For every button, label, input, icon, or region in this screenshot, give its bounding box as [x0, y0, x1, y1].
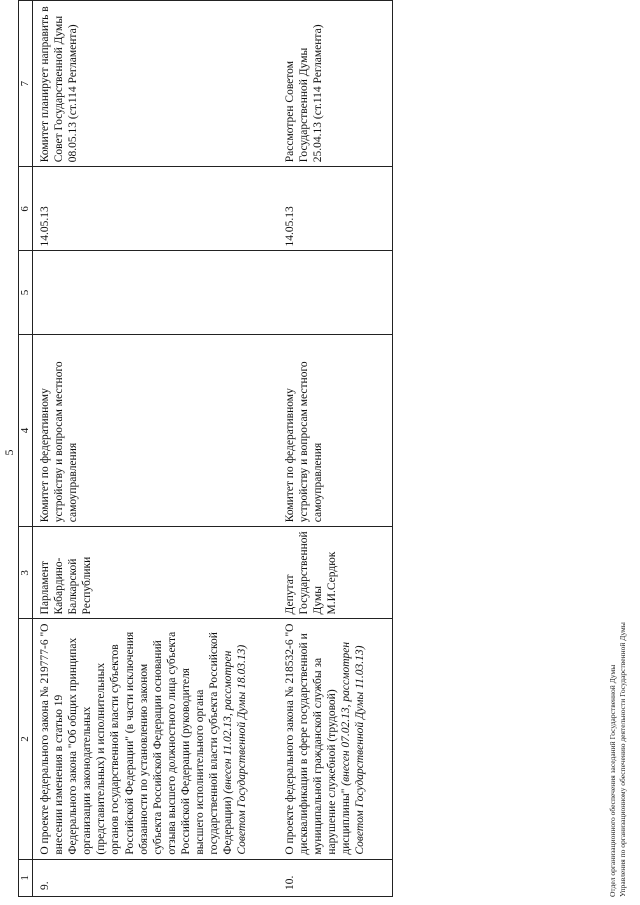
page-number: 5: [2, 449, 16, 456]
footer-note: [608, 622, 628, 897]
column-header-1: 1: [19, 859, 33, 896]
table-row: [33, 1, 278, 897]
column-5-cell: [278, 251, 393, 334]
bill-description-text: О проекте федерального закона № 219777-6 "О внесении изменения в статью 19 Федерального закона "Об общих принципах организации законодательных (представительных) и исполнительных органов государственной власти субъектов Российской Федерации" (в части исключения обязанности по установлению законом субъекта Российской Федерации оснований отзыва высшего должностного лица субъекта Российской Федерации (руководителя высшего исполнительного органа государственной власти субъекта Российской Федерации): [39, 623, 234, 855]
bill-initiator: Парламент Кабардино-Балкарской Республики: [33, 527, 278, 619]
bill-description-text: О проекте федерального закона № 218532-6 "О дисквалификации в сфере государственной и муниципальной гражданской службы за нарушение служебной (трудовой) дисциплины": [283, 623, 352, 855]
column-header-row: [19, 1, 33, 897]
row-number: 10.: [278, 859, 393, 896]
table-row: [278, 1, 393, 897]
bill-date: 14.05.13: [278, 167, 393, 251]
footer-line-department: Отдел организационного обеспечения заседаний Государственной Думы: [608, 664, 617, 897]
column-5-cell: [33, 251, 278, 334]
bill-description: [33, 619, 278, 859]
bill-submission-note: (внесен 11.02.13, рассмотрен Советом Государственной Думы 18.03.13): [221, 644, 248, 855]
bill-status: Комитет планирует направить в Совет Государственной Думы 08.05.13 (ст.114 Регламента): [33, 1, 278, 167]
bill-submission-note: (внесен 07.02.13, рассмотрен Советом Государственной Думы 11.03.13): [339, 641, 366, 855]
column-header-3: 3: [19, 527, 33, 619]
responsible-committee: Комитет по федеративному устройству и вопросам местного самоуправления: [278, 334, 393, 527]
responsible-committee: Комитет по федеративному устройству и вопросам местного самоуправления: [33, 334, 278, 527]
bill-initiator: Депутат Государственной Думы М.И.Сердюк: [278, 527, 393, 619]
bill-status: Рассмотрен Советом Государственной Думы 25.04.13 (ст.114 Регламента): [278, 1, 393, 167]
bill-date: 14.05.13: [33, 167, 278, 251]
column-header-5: 5: [19, 251, 33, 334]
row-number: 9.: [33, 859, 278, 896]
column-header-2: 2: [19, 619, 33, 859]
bills-table: [18, 0, 393, 897]
column-header-7: 7: [19, 1, 33, 167]
bill-description: [278, 619, 393, 859]
column-header-6: 6: [19, 167, 33, 251]
column-header-4: 4: [19, 334, 33, 527]
footer-line-directorate: Управления по организационному обеспечению деятельности Государственной Думы: [618, 622, 628, 897]
